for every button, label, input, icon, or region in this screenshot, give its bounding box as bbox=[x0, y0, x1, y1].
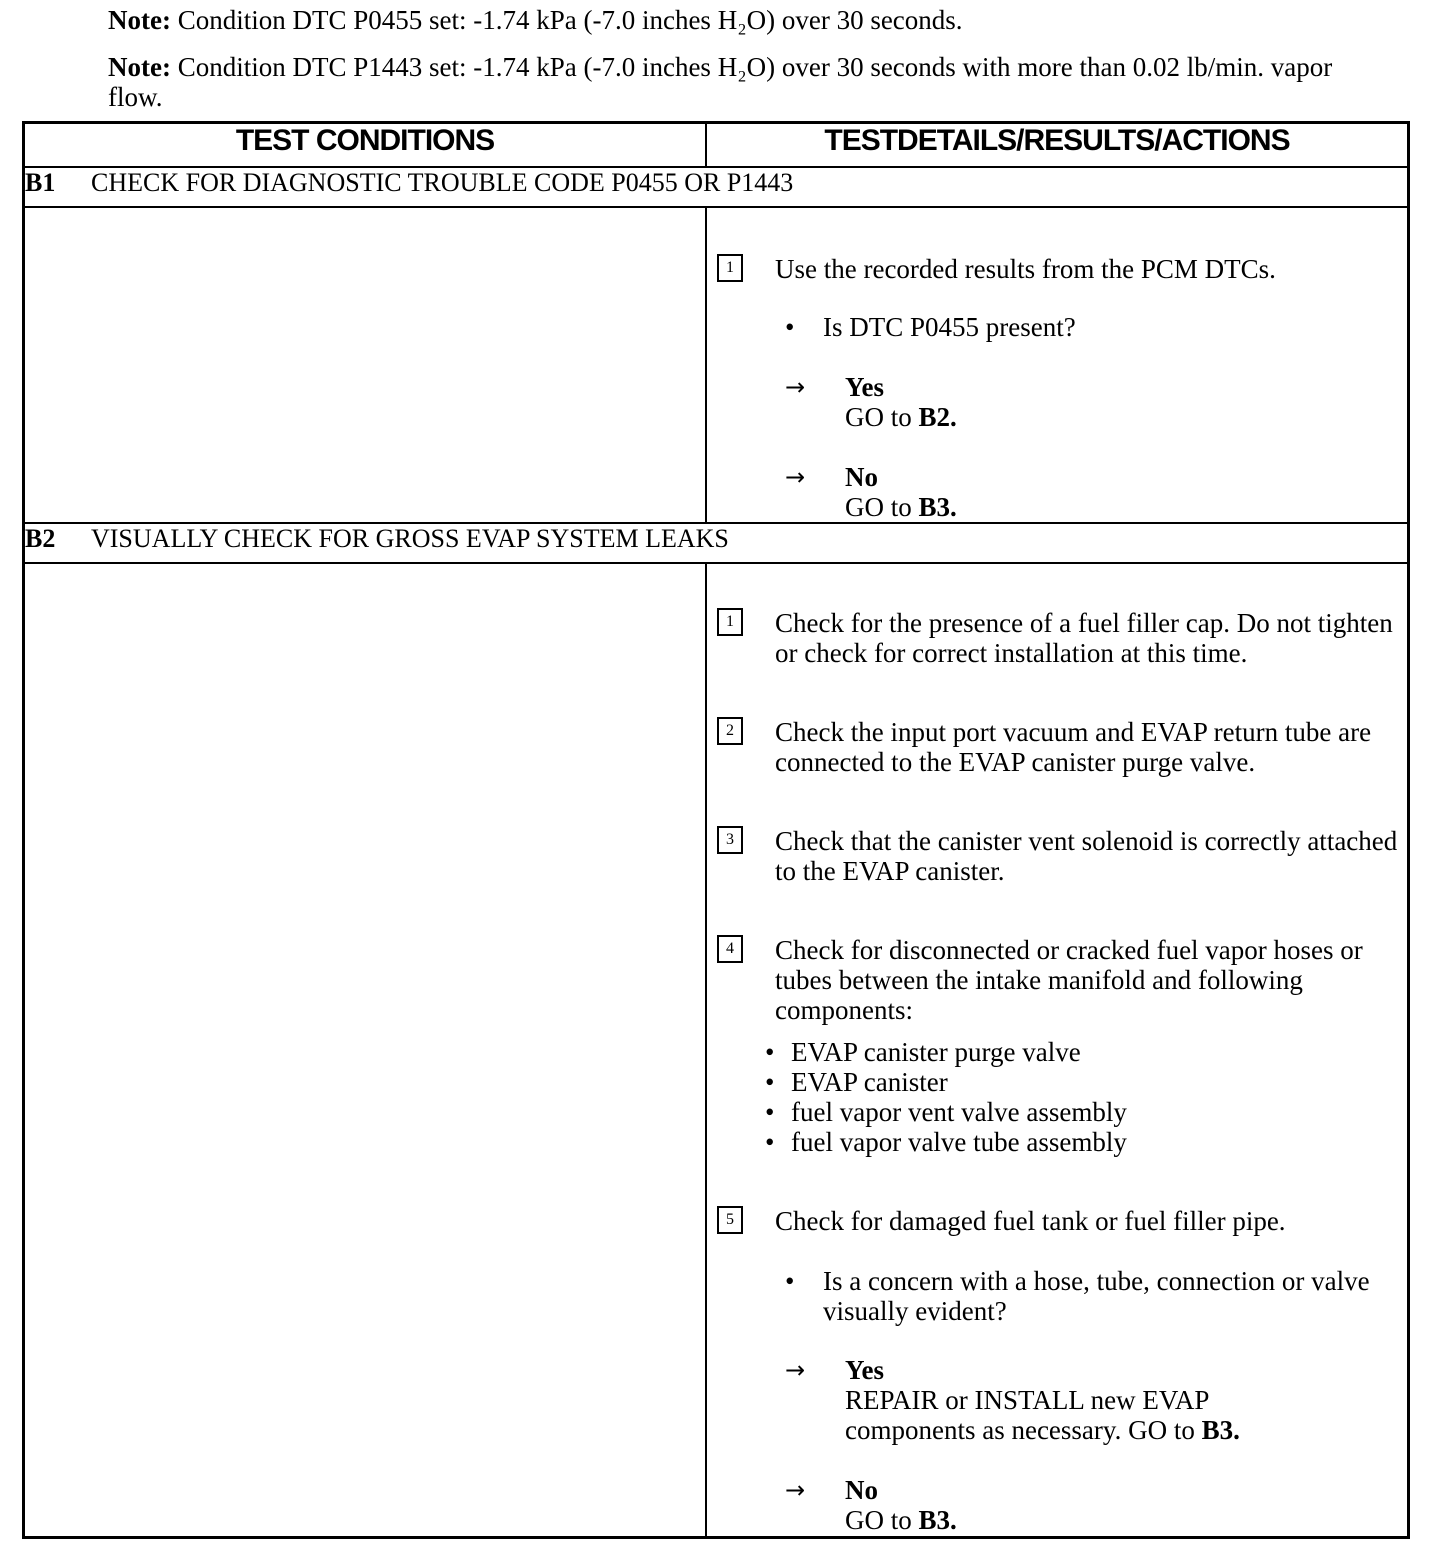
header-test-details: TESTDETAILS/RESULTS/ACTIONS bbox=[706, 123, 1409, 168]
no-action bbox=[845, 1505, 1365, 1535]
section-b2-title bbox=[24, 523, 1409, 563]
action-text: REPAIR or INSTALL new EVAP components as necessary. GO to bbox=[845, 1385, 1209, 1445]
list-item: • fuel vapor valve tube assembly bbox=[765, 1127, 1127, 1157]
list-item: • EVAP canister purge valve bbox=[765, 1037, 1127, 1067]
section-id: B1 bbox=[25, 168, 56, 197]
yes-action bbox=[845, 402, 1365, 432]
arrow-right-icon: → bbox=[785, 463, 806, 491]
action-ref: B3. bbox=[1201, 1415, 1240, 1445]
note-text: Condition DTC P0455 set: -1.74 kPa (-7.0 inches H₂O) over 30 seconds. bbox=[170, 5, 963, 35]
header-test-conditions: TEST CONDITIONS bbox=[24, 123, 707, 168]
action-ref: B3. bbox=[918, 492, 957, 522]
step-text: Check that the canister vent solenoid is correctly attached to the EVAP canister. bbox=[775, 826, 1398, 886]
question-text: Is a concern with a hose, tube, connection or valve visually evident? bbox=[823, 1266, 1370, 1326]
b2-component-list bbox=[765, 1037, 1127, 1157]
arrow-right-icon: → bbox=[785, 373, 806, 401]
step-number-box: 5 bbox=[717, 1206, 743, 1234]
step-number-box: 3 bbox=[717, 826, 743, 854]
action-ref: B3. bbox=[918, 1505, 957, 1535]
step-number-box: 4 bbox=[717, 935, 743, 963]
step-text: Check the input port vacuum and EVAP return tube are connected to the EVAP canister purge valve. bbox=[775, 717, 1372, 777]
step-number-box: 1 bbox=[717, 254, 743, 282]
step-number-box: 1 bbox=[717, 608, 743, 636]
step-text: Check for disconnected or cracked fuel vapor hoses or tubes between the intake manifold and following components: bbox=[775, 935, 1363, 1025]
arrow-right-icon: → bbox=[785, 1476, 806, 1504]
section-id: B2 bbox=[25, 524, 56, 553]
yes-label: Yes bbox=[845, 372, 884, 402]
no-label: No bbox=[845, 1475, 878, 1505]
note-label: Note: bbox=[108, 5, 171, 35]
list-item: • EVAP canister bbox=[765, 1067, 1127, 1097]
section-b1-title bbox=[24, 167, 1409, 207]
step-text: Use the recorded results from the PCM DTCs. bbox=[775, 254, 1276, 284]
b2-test-conditions bbox=[24, 563, 707, 1538]
action-text: GO to bbox=[845, 492, 919, 522]
arrow-right-icon: → bbox=[785, 1356, 806, 1384]
yes-label: Yes bbox=[845, 1355, 884, 1385]
no-action bbox=[845, 492, 1365, 522]
note-p0455 bbox=[108, 5, 1368, 35]
note-p1443 bbox=[108, 52, 1368, 112]
yes-action bbox=[845, 1385, 1305, 1445]
action-text: GO to bbox=[845, 402, 919, 432]
bullet-icon: • bbox=[785, 312, 795, 342]
b1-test-details bbox=[706, 207, 1409, 523]
question-text: Is DTC P0455 present? bbox=[823, 312, 1076, 342]
bullet-icon: • bbox=[785, 1266, 795, 1296]
diagnostic-table bbox=[22, 121, 1410, 1539]
note-text: Condition DTC P1443 set: -1.74 kPa (-7.0 inches H₂O) over 30 seconds with more than 0.02 lb/min. vapor flow. bbox=[108, 52, 1333, 112]
no-label: No bbox=[845, 462, 878, 492]
b2-test-details bbox=[706, 563, 1409, 1538]
step-text: Check for the presence of a fuel filler cap. Do not tighten or check for correct installation at this time. bbox=[775, 608, 1393, 668]
note-label: Note: bbox=[108, 52, 171, 82]
step-text: Check for damaged fuel tank or fuel filler pipe. bbox=[775, 1206, 1286, 1236]
action-text: GO to bbox=[845, 1505, 919, 1535]
section-title: CHECK FOR DIAGNOSTIC TROUBLE CODE P0455 OR P1443 bbox=[91, 168, 794, 197]
step-number-box: 2 bbox=[717, 717, 743, 745]
list-item: • fuel vapor vent valve assembly bbox=[765, 1097, 1127, 1127]
section-title: VISUALLY CHECK FOR GROSS EVAP SYSTEM LEAKS bbox=[91, 524, 729, 553]
b1-test-conditions bbox=[24, 207, 707, 523]
action-ref: B2. bbox=[918, 402, 957, 432]
